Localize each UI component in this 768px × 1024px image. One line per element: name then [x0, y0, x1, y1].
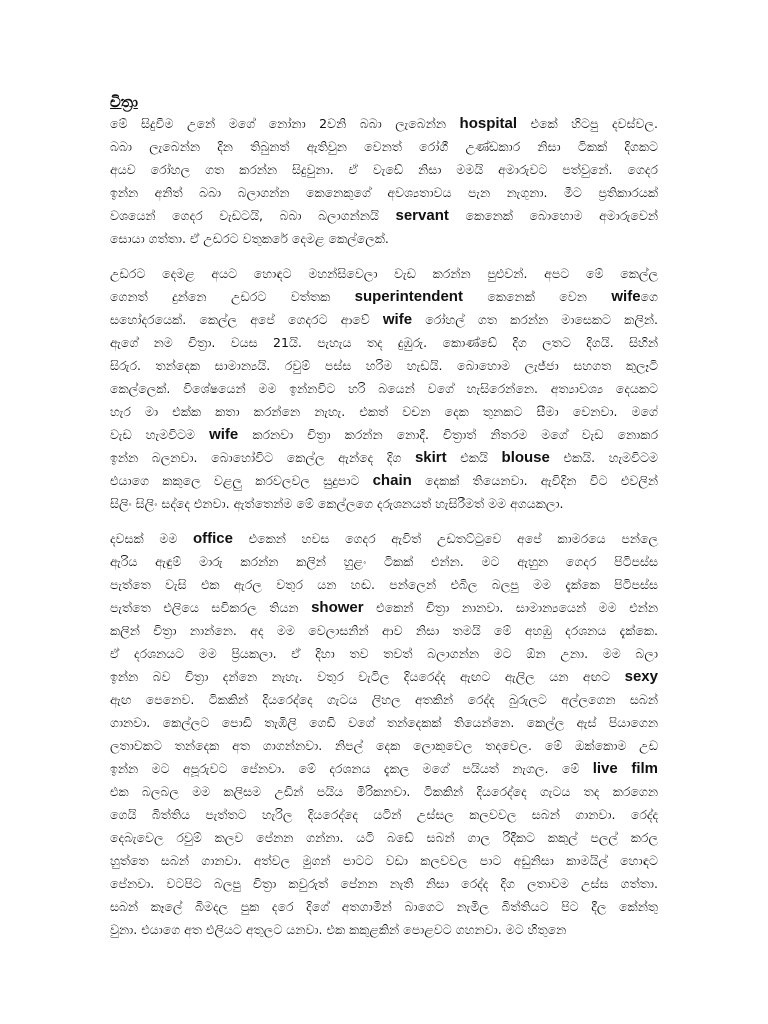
document-body	[110, 112, 658, 941]
text-line	[110, 446, 658, 469]
text-segment: හැර මා එක්ක කතා කරන්නෙ නැහැ. එකත් වචන දෙක තුනකට සීමා වෙනවා. මගේ	[110, 404, 658, 419]
text-segment: එකයි	[446, 450, 502, 465]
text-segment: ඉන්න බව චිත්‍රා දන්නෙ නැහැ. වතුර වැටිල දියරෙද්ද ඇඟට ඇලිල යන අඟට	[110, 669, 625, 684]
text-line	[110, 227, 658, 250]
text-line	[110, 262, 658, 285]
text-segment: කෙනෙක් වෙන	[462, 289, 612, 304]
text-segment: සබන් කෑලේ බිමදල පුක දරෙ දිගේ අතගාමින් බාගෙට නැමිල බිත්තියට පිට දීල කේන්තු	[110, 899, 658, 914]
text-segment: මේ සිදුවීම උනේ මගේ නෝනා 2වනි බබා ලැබෙන්න	[110, 116, 460, 131]
paragraph	[110, 262, 658, 515]
document-title: චිත්‍රා	[110, 93, 138, 111]
text-segment: කලින් චිත්‍රා නාන්නෙ. අද මම වෙලාසනින් ආව නිසා තමයි මේ අහඹු දරශනය දැක්කෙ.	[110, 623, 658, 638]
paragraph	[110, 527, 658, 941]
text-segment: උඩරට දෙමළ අයට හොඳට මහන්සිවෙලා වැඩ කරන්න පුළුවන්. අපට මේ කෙල්ල	[110, 266, 658, 281]
text-line	[110, 204, 658, 227]
text-line	[110, 780, 658, 803]
text-segment: වුනා. එයාගෙ අත එලියට අතුලට යනවා. එක කකුළකින් පොළවට ගහනවා. මට හිතුනෙ	[110, 922, 567, 937]
text-segment: ඇගේ නම චිත්‍රා. වයස 21යි. පැහැය තද දුඹුරු. කොණ්ඩේ දිග ලතට දිගයි. සිහින්	[110, 335, 658, 350]
text-segment: ඒ දරශනයට මම ප්‍රියකලා. ඒ දිහා තව තවත් බලාගන්න මට ඕන උනා. මම බලා	[110, 646, 658, 661]
text-segment: ගෙනත් දුන්නෙ උඩරට වත්තක	[110, 289, 355, 304]
text-segment: සිලිං සිලිං සද්දෙ එනවා. ඇත්තෙන්ම මේ කෙල්ලගෙ දරුශනයත් හැසිරීමත් මම අගයකලා.	[110, 496, 564, 511]
text-segment: කෙනෙක් බොහොම අමාරුවෙන්	[448, 208, 658, 223]
text-segment: එකයි. හැමවිටම	[549, 450, 658, 465]
text-segment: කෙල්ලෙක්. විශේෂයෙන් මම ඉන්නවිට හරි බයෙන් වගේ හැසිරෙන්නෙ. අත්‍යාවශ්‍ය දෙයකට	[110, 381, 658, 396]
text-line	[110, 331, 658, 354]
text-segment: එකෙන් චිත්‍රා නානවා. සාමාන්‍යයෙන් මම එන්න	[363, 600, 658, 615]
text-segment: ගෙ	[640, 289, 658, 304]
text-line	[110, 308, 658, 331]
english-term: skirt	[414, 449, 447, 466]
text-line	[110, 872, 658, 895]
text-line	[110, 803, 658, 826]
text-line	[110, 377, 658, 400]
text-line	[110, 596, 658, 619]
text-segment: එයාගෙ කකුලෙ වළලු කරවලවල සුදුපාට	[110, 473, 373, 488]
text-line	[110, 181, 658, 204]
text-line	[110, 895, 658, 918]
text-line	[110, 665, 658, 688]
text-segment: දෙකක් තියෙනවා. ඇවිදින විට එවලින්	[411, 473, 658, 488]
text-segment: සිරුර. තන්දෙක සාමාන්‍යයි. රවුම් පස්ස හරිම හැඩයි. බොහොම ලැජ්ජා සහගත කුලෑටි	[110, 358, 658, 373]
text-line	[110, 527, 658, 550]
text-line	[110, 112, 658, 135]
text-line	[110, 354, 658, 377]
text-line	[110, 757, 658, 780]
document-page	[110, 92, 658, 953]
text-line	[110, 573, 658, 596]
english-term: servant	[395, 207, 449, 224]
text-segment: වැඩ හැමවිටම	[110, 427, 210, 442]
text-segment: එක බලබල මම කලිසම උඩින් පයිය මිරිකනවා. ටිකකින් දියරෙද්දෙ ගැටය තද කරගෙන	[110, 784, 658, 799]
text-segment: සොයා ගත්තා. ඒ උඩරට වතුකරේ දෙමළ කෙල්ලෙක්.	[110, 231, 389, 246]
text-line	[110, 642, 658, 665]
text-segment: එකේ හිටපු දවස්වල.	[517, 116, 658, 131]
text-segment: බබා ලැබෙන්න දින තිබුනත් ඇතිවුන වෙනත් රෝගී උණ්ඩකාර නිසා ටිකක් දිගකට	[110, 139, 658, 154]
text-line	[110, 734, 658, 757]
text-segment: පැත්තෙ වැසි එක ඇරල වතුර යන හඬ. පන්ලෙන් එබිල බලපු මම දැක්කෙ පිටිපස්ස	[110, 577, 658, 592]
english-term: wife	[611, 288, 641, 305]
text-segment: හුත්තෙ සබන් ගානවා. අත්වල මුගන් පාටට වඩා කලවවල පාට අඩුනිසා කාමයිල් හොඳට	[110, 853, 658, 868]
text-line	[110, 688, 658, 711]
text-line	[110, 492, 658, 515]
text-segment: ලතාවකට තන්දෙක අත ගාගන්නවා. නිපල් දෙක ලොකුවෙල තදවෙල. මේ ඔක්කොම උඩ	[110, 738, 658, 753]
text-line	[110, 158, 658, 181]
text-segment: දෙබැවෙල රවුම් කලව පේනන ගන්නා. යටි බඩේ සබන් ගාල රිදීකට කකුල් පලල් කරල	[110, 830, 658, 845]
english-term: sexy	[624, 668, 658, 685]
text-segment: දවසක් මම	[110, 531, 193, 546]
text-segment: වශයෙන් ගෙදර වැඩටයි, බබා බලාගන්නයි	[110, 208, 396, 223]
paragraph	[110, 112, 658, 250]
text-line	[110, 918, 658, 941]
text-line	[110, 619, 658, 642]
text-line	[110, 550, 658, 573]
english-term: chain	[372, 472, 412, 489]
text-segment: පැත්තෙ එලියෙ සවිකරල තියන	[110, 600, 312, 615]
text-segment: ඉන්න බලනවා. බොහෝවිට කෙල්ල ඇන්දෙ දිග	[110, 450, 415, 465]
text-segment: එකෙන් හවස ගෙදර ඇවිත් උඩතට්ටුවෙ අපේ කාමරයෙ පන්ලෙ	[233, 531, 658, 546]
text-segment: සහෝදරයෙක්. කෙල්ල අපේ ගෙදරට ආවේ	[110, 312, 383, 327]
text-line	[110, 135, 658, 158]
text-segment: ඉන්න මට අපූරුවට පේනවා. මේ දරශනය දැකල මගේ පයියත් නැගල. මේ	[110, 761, 593, 776]
text-segment: ගෙයි බිත්තිය පැත්තට හැරිල දියරෙද්දෙ යටින් උස්සල කලවවල සබන් ගානවා. රෙද්ද	[110, 807, 658, 822]
text-segment: ඉන්න අනිත් බබා බලාගන්න කෙනෙකුගේ අවශ්‍යතාවය පැන නැගුනා. මීට ප්‍රතිකාරයක්	[110, 185, 658, 200]
text-segment: කරනවා චිත්‍රා කරන්න නොදී. චිත්‍රාත් නිතරම මගේ වැඩ නොකර	[238, 427, 658, 442]
english-term: superintendent	[354, 288, 463, 305]
text-line	[110, 400, 658, 423]
english-term: office	[192, 530, 233, 547]
text-segment: රෝහල් ගත කරන්න මාසෙකට කලින්.	[412, 312, 658, 327]
text-segment: අයව රෝහල ගත කරන්න සිදුවුනා. ඒ වැඩේ නිසා මමයි අමාරුවට පත්වුනේ. ගෙදර	[110, 162, 658, 177]
english-term: wife	[209, 426, 239, 443]
text-line	[110, 826, 658, 849]
text-segment: පේනවා. වටපිට බලපු චිත්‍රා කවුරුත් පේනන නැති නිසා රෙද්ද දිග ලතාවම උස්ස ගත්තා.	[110, 876, 658, 891]
text-line	[110, 711, 658, 734]
text-line	[110, 469, 658, 492]
text-line	[110, 849, 658, 872]
text-segment: ඇඟ පෙනෙව. ටිකකින් දියරෙද්දෙ ගැටය ලිහල අතකින් රෙද්ද බුරුලට අල්ලගෙන සබන්	[110, 692, 658, 707]
text-line	[110, 285, 658, 308]
text-segment: ගානවා. කෙල්ලට පොඩි තැඹිලි ගෙඩි වගේ තන්දෙකක් තියෙන්නෙ. කෙල්ල ඇස් පියාගෙන	[110, 715, 658, 730]
english-term: shower	[311, 599, 364, 616]
english-term: live film	[592, 760, 658, 777]
text-line	[110, 423, 658, 446]
english-term: blouse	[501, 449, 550, 466]
english-term: hospital	[459, 115, 518, 132]
text-segment: ඇරිය ඇඳුම් මාරු කරන්න කලින් හුළං ටිකක් එන්න. මට ඇහුන ගෙදර පිටිපස්ස	[110, 554, 658, 569]
english-term: wife	[382, 311, 413, 328]
